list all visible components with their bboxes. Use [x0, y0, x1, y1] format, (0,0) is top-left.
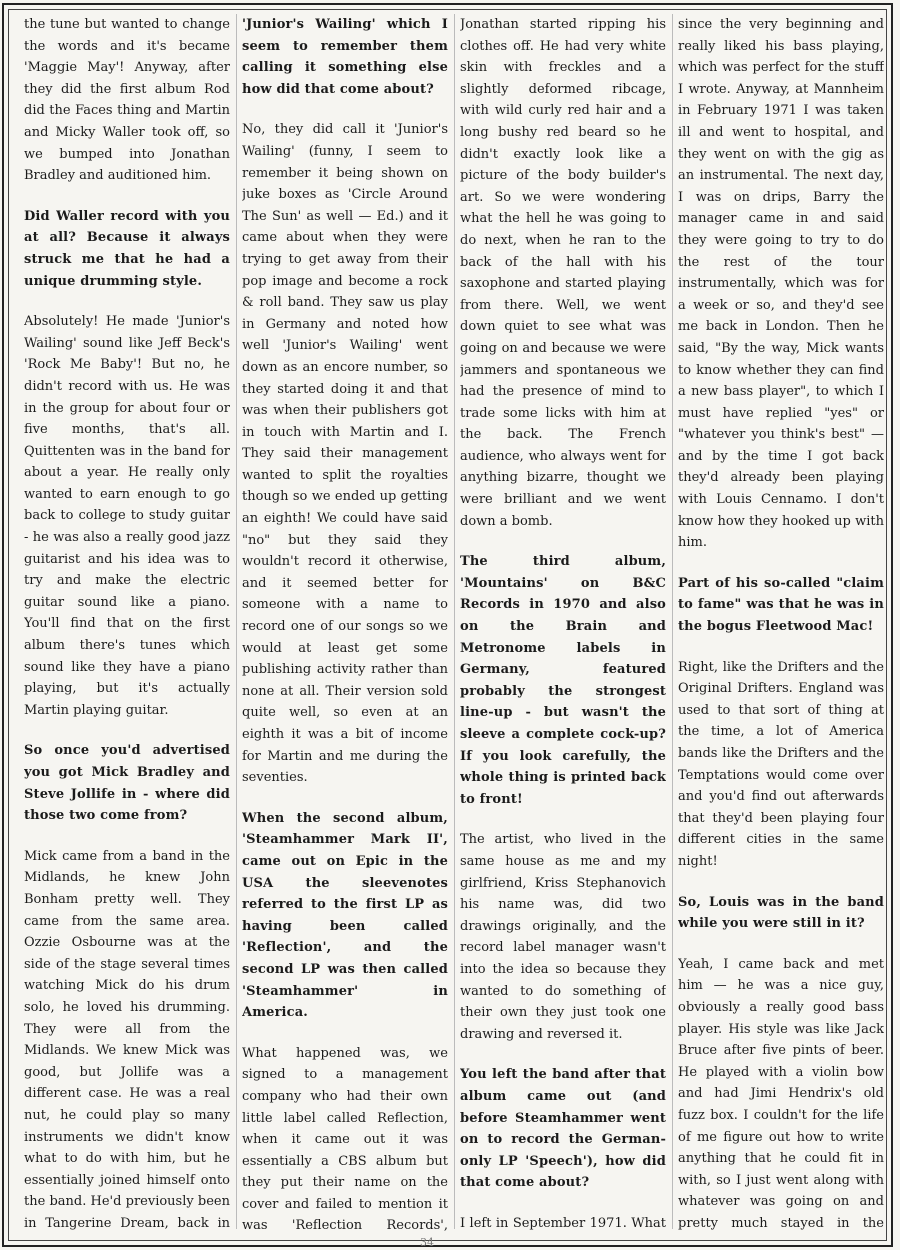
interview-answer: Yeah, I came back and met him — he was a nice guy, obviously a really good bass player. His style was like Jack Bruce after five pints of beer. He played with a violin bow and had Jimi Hendrix's old fuzz box. I couldn't for the life of me figure out how to write anything that he could fit in with, so I just went along with whatever was going on and pretty much stayed in the	[678, 956, 884, 1231]
column-divider	[672, 14, 673, 1229]
interview-question: So once you'd advertised you got Mick Bradley and Steve Jollife in - where did those two come from?	[24, 743, 230, 824]
interview-answer: No, they did call it 'Junior's Wailing' (funny, I seem to remember it being shown on juke boxes as 'Circle Around The Sun' as well — Ed.) and it came about when they were trying to get away from their pop image and become a rock & roll band. They saw us play in Germany and noted how well 'Junior's Wailing' went down as an encore number, so they started doing it and that was when their publishers got in touch with Martin and I. They said their management wanted to split the royalties though so we ended up getting an eighth! We could have said "no" but they said they wouldn't record it otherwise, and it seemed better for someone with a name to record one of our songs so we would at least get some publishing activity rather than none at all. Their version sold quite well, so even at an eighth it was a bit of income for Martin and me during the seventies.	[242, 122, 448, 786]
interview-question: Did Waller record with you at all? Because it always struck me that he had a unique drumming style.	[24, 208, 230, 289]
interview-answer: the tune but wanted to change the words and it's became 'Maggie May'! Anyway, after they did the first album Rod did the Faces thing and Martin and Micky Waller took off, so we bumped into Jonathan Bradley and auditioned him.	[24, 17, 230, 184]
page-number: 34	[420, 1236, 434, 1249]
interview-question: When the second album, 'Steamhammer Mark II', came out on Epic in the USA the sleevenotes referred to the first LP as having been called 'Reflection', and the second LP was then called 'Steamhammer' in America.	[242, 810, 448, 1021]
article-column-3	[460, 14, 666, 1236]
interview-answer: Mick came from a band in the Midlands, he knew John Bonham pretty well. They came from the same area. Ozzie Osbourne was at the side of the stage several times watching Mick do his drum solo, he loved his drumming. They were all from the Midlands. We knew Mick was good, but Jollife was a different case. He was a real nut, he could play so many instruments we didn't know what to do with him, but he essentially joined himself onto the band. He'd previously been in Tangerine Dream, back in	[24, 848, 230, 1231]
interview-question: So, Louis was in the band while you were still in it?	[678, 894, 884, 932]
column-divider	[236, 14, 237, 1229]
article-column-4	[678, 14, 884, 1236]
interview-answer: The artist, who lived in the same house as me and my girlfriend, Kriss Stephanovich his name was, did two drawings originally, and the record label manager wasn't into the idea so because they wanted to do something of their own they just took one drawing and reversed it.	[460, 832, 666, 1042]
interview-answer: Right, like the Drifters and the Original Drifters. England was used to that sort of thing at the time, a lot of America bands like the Drifters and the Temptations would come over and you'd find out afterwards that they'd been playing four different cities in the same night!	[678, 659, 884, 869]
interview-question: 'Junior's Wailing' which I seem to remember them calling it something else how did that come about?	[242, 17, 448, 97]
interview-answer: since the very beginning and really liked his bass playing, which was perfect for the stuff I wrote. Anyway, at Mannheim in February 1971 I was taken ill and went to hospital, and they went on with the gig as an instrumental. The next day, I was on drips, Barry the manager came in and said they were going to try to do the rest of the tour instrumentally, which was for a week or so, and they'd see me back in London. Then he said, "By the way, Mick wants to know whether they can find a new bass player", to which I must have replied "yes" or "whatever you think's best" — and by the time I got back they'd already been playing with Louis Cennamo. I don't know how they hooked up with him.	[678, 17, 884, 551]
article-column-1	[24, 14, 230, 1236]
interview-question: You left the band after that album came out (and before Steamhammer went on to record the German-only LP 'Speech'), how did that come about?	[460, 1067, 666, 1191]
interview-answer: What happened was, we signed to a management company who had their own little label called Reflection, when it came out it was essentially a CBS album but they put their name on the cover and failed to mention it was 'Reflection Records',	[242, 1045, 448, 1234]
column-divider	[454, 14, 455, 1229]
interview-answer: Jonathan started ripping his clothes off. He had very white skin with freckles and a slightly deformed ribcage, with wild curly red hair and a long bushy red beard so he didn't exactly look like a picture of the body builder's art. So we were wondering what the hell he was going to do next, when he ran to the back of the hall with his saxophone and started playing from there. Well, we went down quiet to see what was going on and because we were jammers and spontaneous we had the presence of mind to trade some licks with him at the back. The French audience, who always went for anything bizarre, thought we were brilliant and we went down a bomb.	[460, 17, 666, 529]
interview-question: Part of his so-called "claim to fame" was that he was in the bogus Fleetwood Mac!	[678, 575, 884, 635]
interview-answer: Absolutely! He made 'Junior's Wailing' sound like Jeff Beck's 'Rock Me Baby'! But no, he didn't record with us. He was in the group for about four or five months, that's all. Quittenten was in the band for about a year. He really only wanted to earn enough to go back to college to study guitar - he was also a really good jazz guitarist and his idea was to try and make the electric guitar sound like a piano. You'll find that on the first album there's tunes which sound like they have a piano playing, but it's actually Martin playing guitar.	[24, 314, 230, 718]
interview-answer: I left in September 1971. What	[460, 1215, 666, 1231]
interview-question: The third album, 'Mountains' on B&C Records in 1970 and also on the Brain and Metronome labels in Germany, featured probably the strongest line-up - but wasn't the sleeve a complete cock-up? If you look carefully, the whole thing is printed back to front!	[460, 554, 666, 807]
article-column-2	[242, 14, 448, 1236]
